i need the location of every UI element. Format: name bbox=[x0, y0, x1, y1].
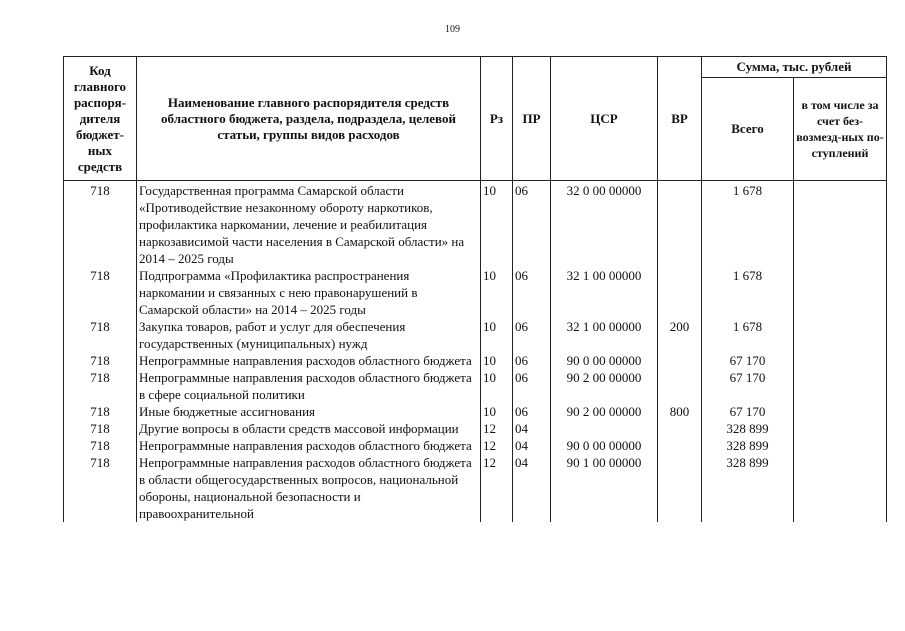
row-csr: 90 2 00 00000 bbox=[551, 403, 658, 420]
row-rz: 10 bbox=[481, 318, 513, 352]
row-name: Непрограммные направления расходов областного бюджета bbox=[137, 352, 481, 369]
row-rz: 10 bbox=[481, 352, 513, 369]
row-name: Непрограммные направления расходов областного бюджета bbox=[137, 437, 481, 454]
row-csr bbox=[551, 420, 658, 437]
row-incl bbox=[794, 454, 887, 522]
row-pr: 04 bbox=[513, 437, 551, 454]
header-incl: в том числе за счет без-возмезд-ных по-ступлений bbox=[794, 78, 887, 181]
row-vr bbox=[658, 352, 702, 369]
row-code: 718 bbox=[64, 420, 137, 437]
row-incl bbox=[794, 420, 887, 437]
row-csr: 90 0 00 00000 bbox=[551, 437, 658, 454]
row-vr bbox=[658, 267, 702, 318]
row-name: Непрограммные направления расходов областного бюджета в сфере социальной политики bbox=[137, 369, 481, 403]
row-incl bbox=[794, 403, 887, 420]
row-total: 1 678 bbox=[702, 181, 794, 268]
table-row bbox=[64, 267, 887, 318]
row-total: 328 899 bbox=[702, 437, 794, 454]
row-csr: 32 1 00 00000 bbox=[551, 318, 658, 352]
row-pr: 06 bbox=[513, 352, 551, 369]
row-pr: 06 bbox=[513, 267, 551, 318]
row-csr: 32 1 00 00000 bbox=[551, 267, 658, 318]
row-total: 67 170 bbox=[702, 352, 794, 369]
row-rz: 10 bbox=[481, 267, 513, 318]
table-row bbox=[64, 181, 887, 268]
row-name: Государственная программа Самарской области «Противодействие незаконному обороту наркотиков, профилактика наркомании, лечение и реабилитация наркозависимой части населения в Самарской области» на 2014 – 2025 годы bbox=[137, 181, 481, 268]
row-total: 1 678 bbox=[702, 318, 794, 352]
row-vr: 800 bbox=[658, 403, 702, 420]
row-total: 328 899 bbox=[702, 420, 794, 437]
row-vr bbox=[658, 437, 702, 454]
row-rz: 12 bbox=[481, 437, 513, 454]
row-pr: 04 bbox=[513, 454, 551, 522]
row-name: Подпрограмма «Профилактика распространения наркомании и связанных с нею правонарушений в Самарской области» на 2014 – 2025 годы bbox=[137, 267, 481, 318]
row-name: Закупка товаров, работ и услуг для обеспечения государственных (муниципальных) нужд bbox=[137, 318, 481, 352]
row-csr: 90 1 00 00000 bbox=[551, 454, 658, 522]
table-row bbox=[64, 437, 887, 454]
table-row bbox=[64, 403, 887, 420]
row-pr: 06 bbox=[513, 369, 551, 403]
header-rz: Рз bbox=[481, 57, 513, 181]
row-incl bbox=[794, 352, 887, 369]
row-total: 1 678 bbox=[702, 267, 794, 318]
row-pr: 06 bbox=[513, 403, 551, 420]
header-name: Наименование главного распорядителя средств областного бюджета, раздела, подраздела, целевой статьи, группы видов расходов bbox=[137, 57, 481, 181]
row-vr bbox=[658, 420, 702, 437]
row-csr: 32 0 00 00000 bbox=[551, 181, 658, 268]
row-code: 718 bbox=[64, 267, 137, 318]
row-code: 718 bbox=[64, 437, 137, 454]
row-total: 67 170 bbox=[702, 369, 794, 403]
row-vr bbox=[658, 181, 702, 268]
row-csr: 90 2 00 00000 bbox=[551, 369, 658, 403]
header-sum-group: Сумма, тыс. рублей bbox=[702, 57, 887, 78]
row-rz: 12 bbox=[481, 420, 513, 437]
row-code: 718 bbox=[64, 352, 137, 369]
row-rz: 10 bbox=[481, 181, 513, 268]
row-total: 67 170 bbox=[702, 403, 794, 420]
header-csr: ЦСР bbox=[551, 57, 658, 181]
row-incl bbox=[794, 267, 887, 318]
header-total: Всего bbox=[702, 78, 794, 181]
page-number: 109 bbox=[445, 24, 460, 35]
row-total: 328 899 bbox=[702, 454, 794, 522]
row-incl bbox=[794, 369, 887, 403]
row-pr: 06 bbox=[513, 318, 551, 352]
table-row bbox=[64, 352, 887, 369]
row-code: 718 bbox=[64, 181, 137, 268]
header-vr: ВР bbox=[658, 57, 702, 181]
row-vr bbox=[658, 454, 702, 522]
row-code: 718 bbox=[64, 454, 137, 522]
row-incl bbox=[794, 181, 887, 268]
row-pr: 04 bbox=[513, 420, 551, 437]
budget-table bbox=[63, 56, 887, 522]
row-name: Иные бюджетные ассигнования bbox=[137, 403, 481, 420]
header-code: Код главного распоря-дителя бюджет-ных средств bbox=[64, 57, 137, 181]
row-incl bbox=[794, 318, 887, 352]
row-code: 718 bbox=[64, 403, 137, 420]
table-body bbox=[64, 181, 887, 523]
table-row bbox=[64, 369, 887, 403]
row-csr: 90 0 00 00000 bbox=[551, 352, 658, 369]
row-name: Непрограммные направления расходов областного бюджета в области общегосударственных вопросов, национальной обороны, национальной безопасности и правоохранительной bbox=[137, 454, 481, 522]
row-code: 718 bbox=[64, 318, 137, 352]
row-code: 718 bbox=[64, 369, 137, 403]
table-row bbox=[64, 318, 887, 352]
row-rz: 10 bbox=[481, 369, 513, 403]
table-row bbox=[64, 454, 887, 522]
row-name: Другие вопросы в области средств массовой информации bbox=[137, 420, 481, 437]
row-vr bbox=[658, 369, 702, 403]
row-rz: 10 bbox=[481, 403, 513, 420]
row-vr: 200 bbox=[658, 318, 702, 352]
table-header bbox=[64, 57, 887, 181]
row-rz: 12 bbox=[481, 454, 513, 522]
header-pr: ПР bbox=[513, 57, 551, 181]
row-pr: 06 bbox=[513, 181, 551, 268]
table-row bbox=[64, 420, 887, 437]
row-incl bbox=[794, 437, 887, 454]
